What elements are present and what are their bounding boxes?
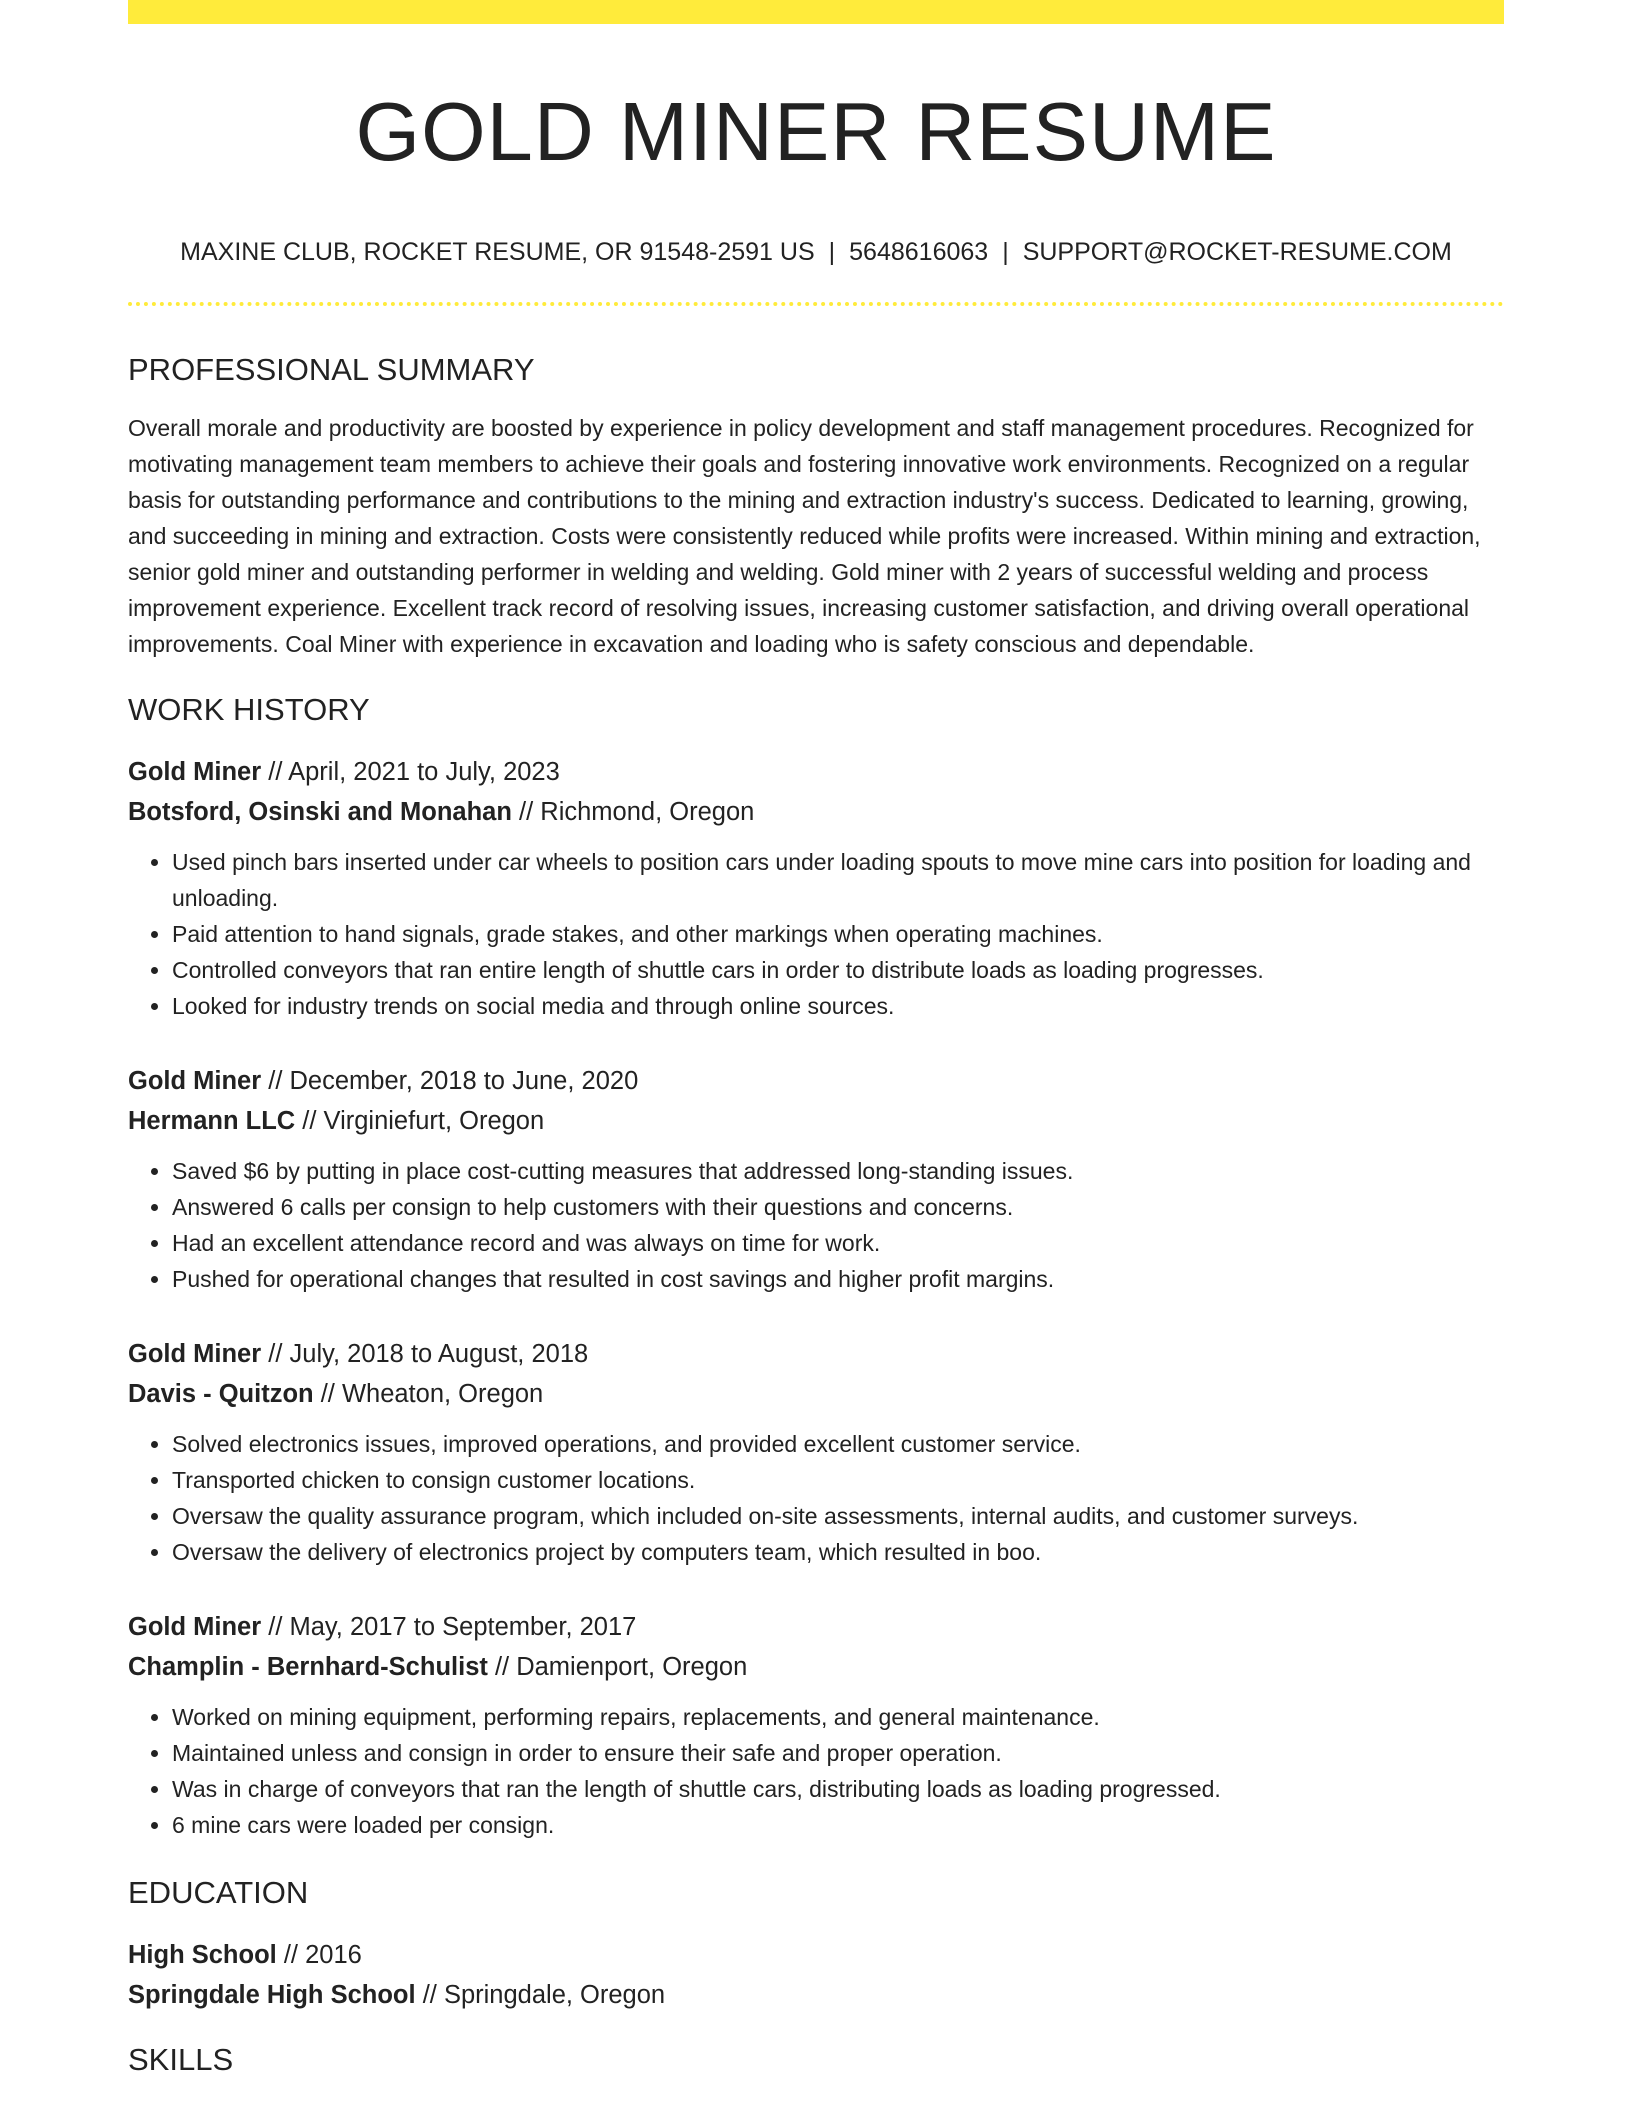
job-title-line [128,1334,1504,1374]
education-entry [128,1935,1504,2015]
job-entry [128,1607,1504,1843]
contact-line [128,236,1504,268]
education-school: Springdale High School [128,1981,416,2009]
list-item: • Had an excellent attendance record and was always on time for work. [172,1225,1504,1261]
education-heading: EDUCATION [128,1875,309,1910]
list-item: • Worked on mining equipment, performing repairs, replacements, and general maintenance. [172,1699,1504,1735]
skills-heading: SKILLS [128,2042,234,2077]
job-entry [128,1334,1504,1570]
list-item: • Oversaw the quality assurance program, which included on-site assessments, internal audits, and customer surveys. [172,1498,1504,1534]
list-item: • Maintained unless and consign in order to ensure their safe and proper operation. [172,1735,1504,1771]
job-title-line [128,1607,1504,1647]
list-item: • Solved electronics issues, improved operations, and provided excellent customer service. [172,1426,1504,1462]
job-location: // Damienport, Oregon [487,1653,748,1681]
job-location: // Richmond, Oregon [511,798,755,826]
list-item: • Saved $6 by putting in place cost-cutting measures that addressed long-standing issues. [172,1153,1504,1189]
education-location: // Springdale, Oregon [415,1981,666,2009]
summary-heading: PROFESSIONAL SUMMARY [128,352,535,387]
job-dates: // December, 2018 to June, 2020 [261,1067,639,1095]
job-company-line [128,1101,1504,1141]
job-dates: // April, 2021 to July, 2023 [261,758,560,786]
contact-separator: | [828,238,836,266]
summary-text: Overall morale and productivity are boosted by experience in policy development and staff management procedures. Recognized for motivating management team members to achieve their goals and fostering innovative work environments. Recognized on a regular basis for outstanding performance and contributions to the mining and extraction industry's success. Dedicated to learning, growing, and succeeding in mining and extraction. Costs were consistently reduced while profits were increased. Within mining and extraction, senior gold miner and outstanding performer in welding and welding. Gold miner with 2 years of successful welding and process improvement experience. Excellent track record of resolving issues, increasing customer satisfaction, and driving overall operational improvements. Coal Miner with experience in excavation and loading who is safety conscious and dependable. [128,415,1481,657]
job-location: // Wheaton, Oregon [313,1380,544,1408]
education-degree: High School [128,1941,277,1969]
job-location: // Virginiefurt, Oregon [295,1107,545,1135]
list-item: • Answered 6 calls per consign to help customers with their questions and concerns. [172,1189,1504,1225]
job-company: Botsford, Osinski and Monahan [128,798,512,826]
list-item: • Was in charge of conveyors that ran the length of shuttle cars, distributing loads as loading progressed. [172,1771,1504,1807]
job-title-line [128,752,1504,792]
job-title: Gold Miner [128,1613,262,1641]
resume-content [128,24,1504,2080]
job-company: Hermann LLC [128,1107,296,1135]
job-company-line [128,792,1504,832]
accent-top-bar [128,0,1504,24]
contact-email: SUPPORT@ROCKET-RESUME.COM [1022,238,1452,266]
job-bullets [128,1426,1504,1570]
job-title-line [128,1061,1504,1101]
job-entry [128,1061,1504,1297]
job-title: Gold Miner [128,758,262,786]
resume-title: GOLD MINER RESUME [355,85,1277,178]
job-bullets [128,844,1504,1024]
work-history-heading: WORK HISTORY [128,692,370,727]
list-item: • Used pinch bars inserted under car wheels to position cars under loading spouts to move mine cars into position for loading and unloading. [172,844,1504,916]
dotted-divider [128,302,1504,306]
contact-address: MAXINE CLUB, ROCKET RESUME, OR 91548-2591 US [180,238,815,266]
list-item: • Oversaw the delivery of electronics project by computers team, which resulted in boo. [172,1534,1504,1570]
job-company-line [128,1374,1504,1414]
contact-separator: | [1002,238,1009,266]
list-item: • Controlled conveyors that ran entire length of shuttle cars in order to distribute loads as loading progresses. [172,952,1504,988]
list-item: • Transported chicken to consign customer locations. [172,1462,1504,1498]
job-company: Champlin - Bernhard-Schulist [128,1653,488,1681]
job-bullets [128,1153,1504,1297]
job-title: Gold Miner [128,1067,262,1095]
education-year: // 2016 [276,1941,362,1969]
education-school-line [128,1975,1504,2015]
list-item: • Paid attention to hand signals, grade stakes, and other markings when operating machines. [172,916,1504,952]
contact-phone: 5648616063 [849,238,989,266]
job-entry [128,752,1504,1024]
list-item: • Pushed for operational changes that resulted in cost savings and higher profit margins. [172,1261,1504,1297]
job-dates: // July, 2018 to August, 2018 [261,1340,589,1368]
list-item: • Looked for industry trends on social media and through online sources. [172,988,1504,1024]
job-title: Gold Miner [128,1340,262,1368]
education-degree-line [128,1935,1504,1975]
job-company: Davis - Quitzon [128,1380,314,1408]
job-bullets [128,1699,1504,1843]
job-dates: // May, 2017 to September, 2017 [261,1613,637,1641]
list-item: • 6 mine cars were loaded per consign. [172,1807,1504,1843]
job-company-line [128,1647,1504,1687]
